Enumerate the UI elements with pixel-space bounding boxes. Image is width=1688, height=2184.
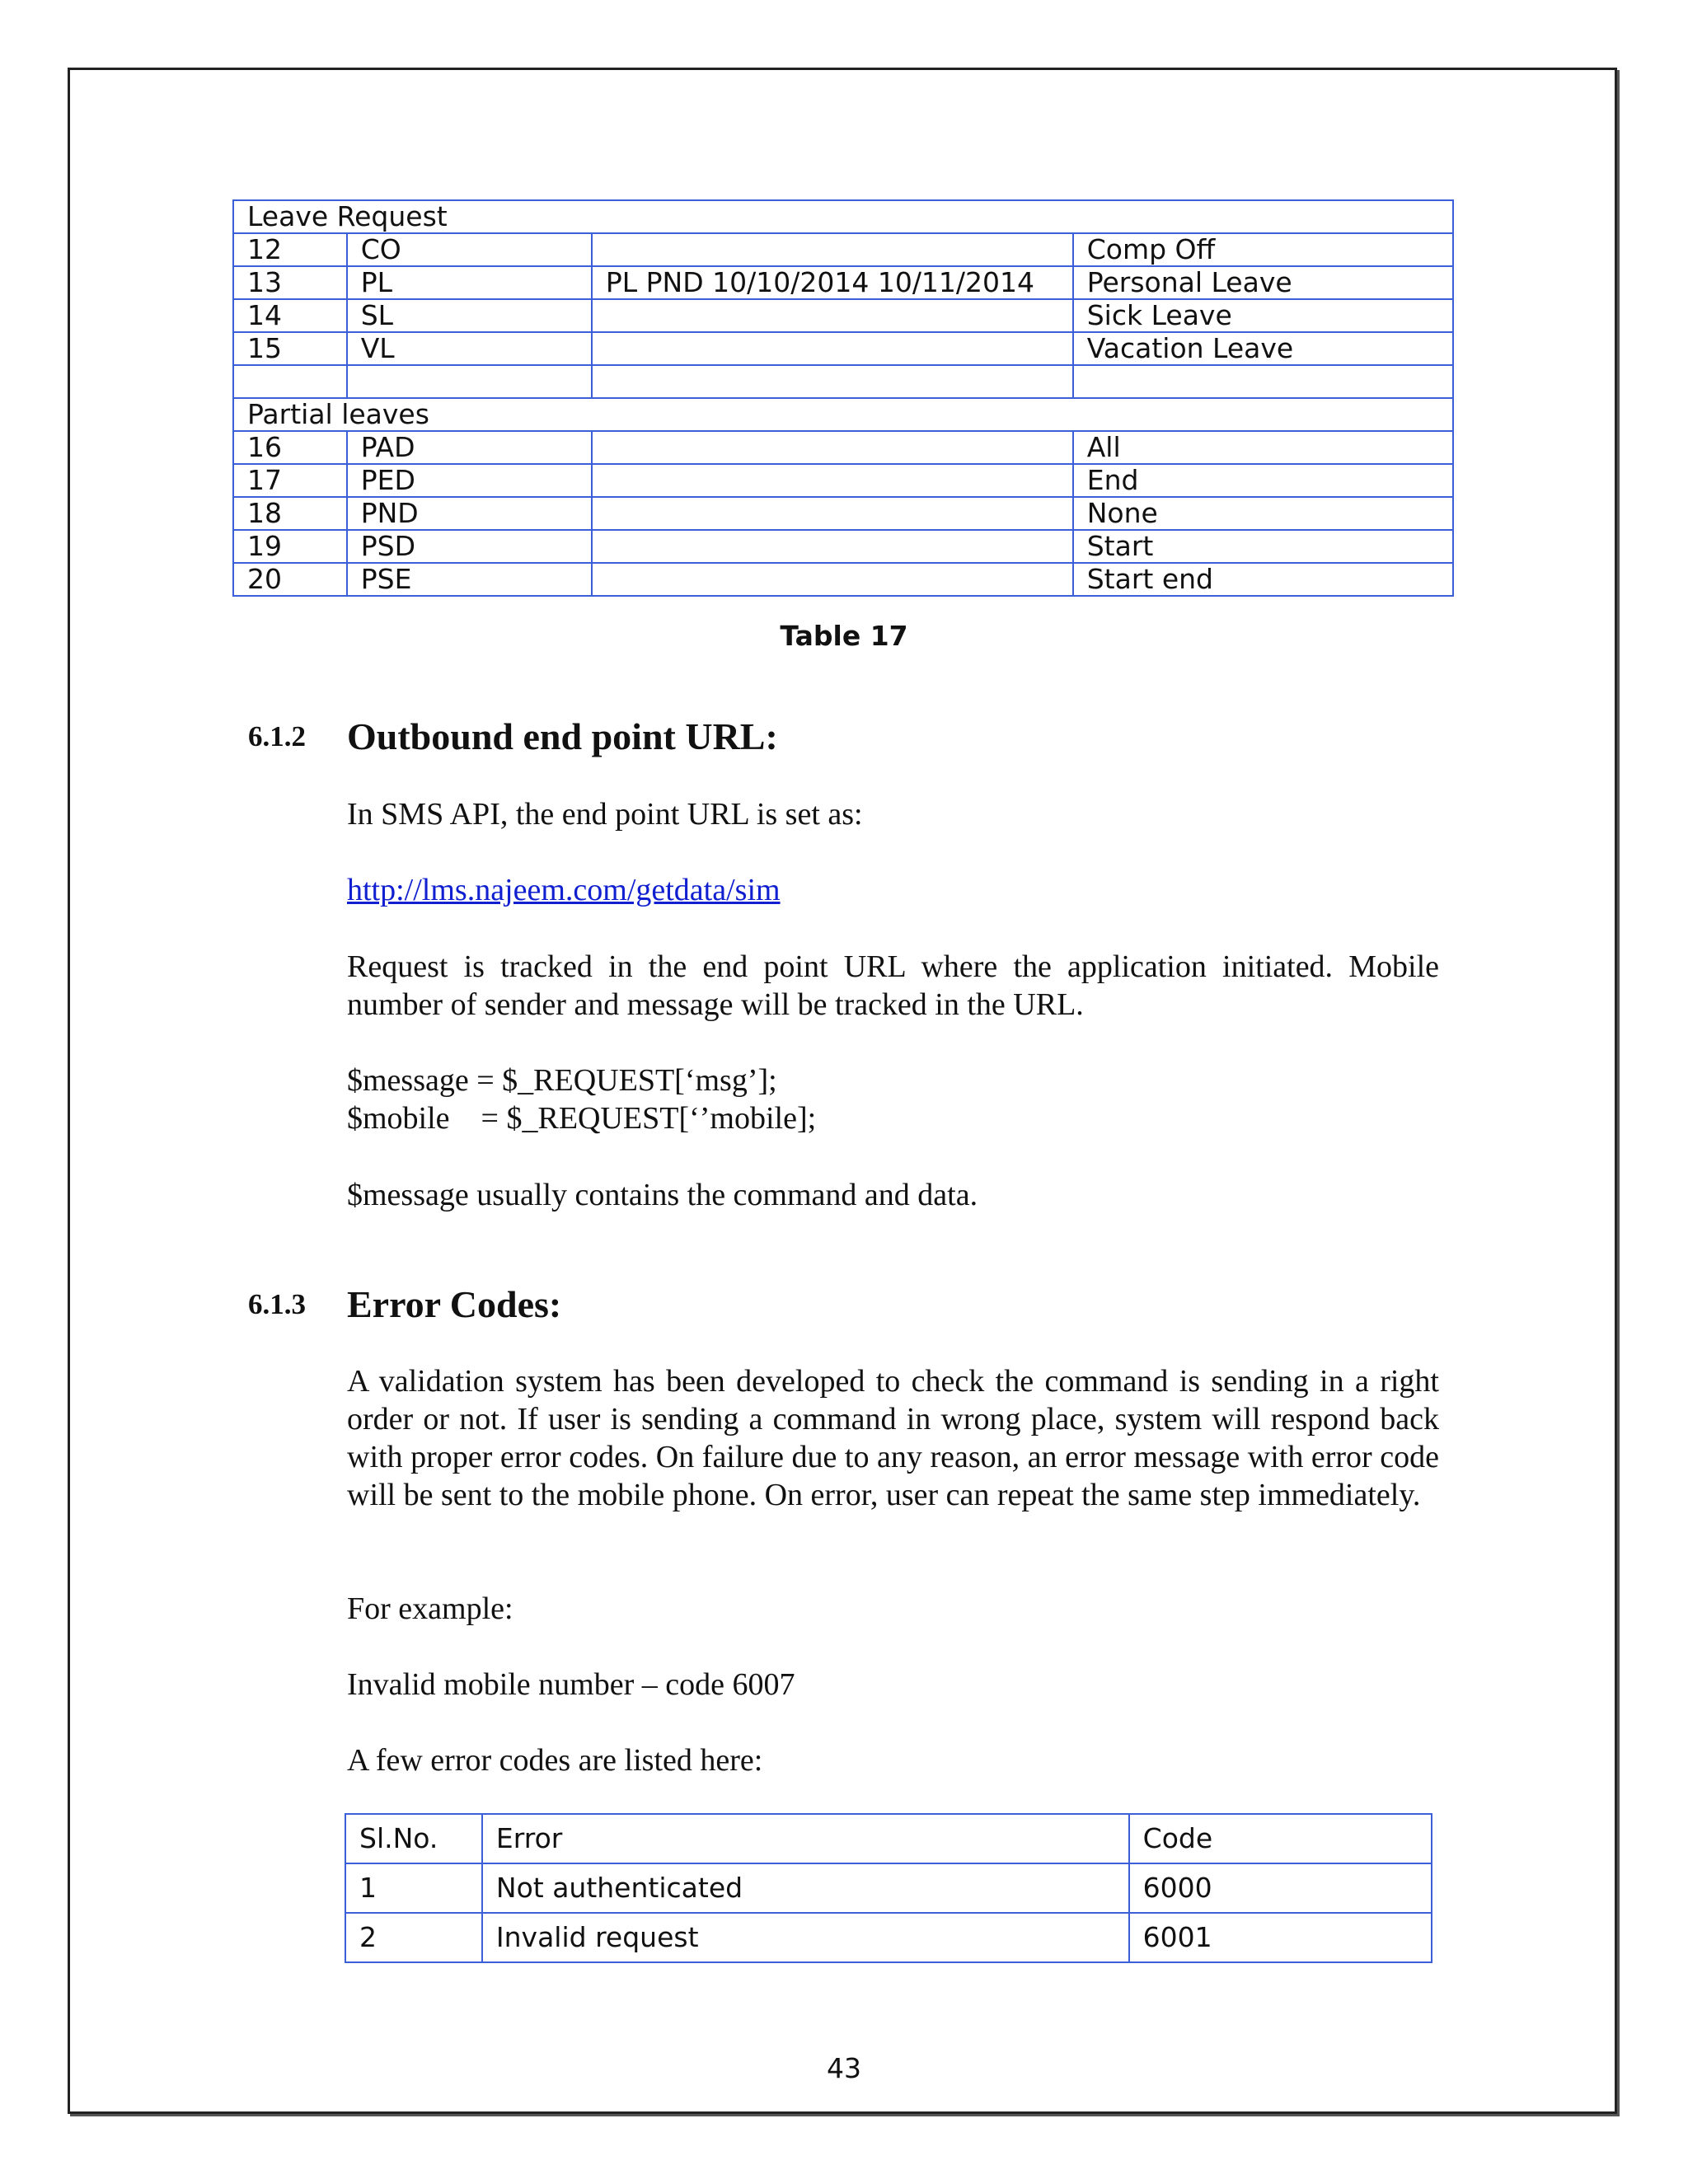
- section-heading: [248, 1277, 1402, 1326]
- row-example: [592, 299, 1073, 332]
- row-example: [592, 530, 1073, 563]
- row-description: Start end: [1073, 563, 1453, 596]
- section-number: 6.1.3: [248, 1288, 306, 1320]
- paragraph: In SMS API, the end point URL is set as:: [347, 797, 863, 832]
- section-title: Partial leaves: [233, 398, 1453, 431]
- row-description: None: [1073, 497, 1453, 530]
- paragraph: For example:: [347, 1591, 513, 1626]
- section-title: Outbound end point URL:: [347, 715, 778, 757]
- row-description: Personal Leave: [1073, 266, 1453, 299]
- empty-row: [233, 365, 1453, 398]
- code-line: $message = $_REQUEST[‘msg’];: [347, 1063, 777, 1098]
- row-error: Invalid request: [482, 1913, 1129, 1962]
- row-number: 17: [233, 464, 347, 497]
- table-row: [233, 497, 1453, 530]
- column-header: Sl.No.: [345, 1814, 482, 1863]
- row-example: [592, 431, 1073, 464]
- row-number: 18: [233, 497, 347, 530]
- section-heading: [248, 709, 1402, 758]
- table-row: [233, 299, 1453, 332]
- row-description: Start: [1073, 530, 1453, 563]
- leave-codes-table: [232, 199, 1454, 597]
- table-row: [233, 266, 1453, 299]
- paragraph: Request is tracked in the end point URL where the application initiated. Mobile number of sender and message will be tracked in the URL.: [347, 949, 1439, 1022]
- row-code: PND: [347, 497, 592, 530]
- row-code: CO: [347, 233, 592, 266]
- row-number: 14: [233, 299, 347, 332]
- table-row: [345, 1913, 1432, 1962]
- row-number: 12: [233, 233, 347, 266]
- paragraph: $message usually contains the command and data.: [347, 1178, 978, 1212]
- table-header-row: [345, 1814, 1432, 1863]
- row-number: 13: [233, 266, 347, 299]
- table-section-row: [233, 398, 1453, 431]
- section-title: Leave Request: [233, 200, 1453, 233]
- table-caption: Table 17: [780, 620, 908, 652]
- row-error: Not authenticated: [482, 1863, 1129, 1913]
- section-number: 6.1.2: [248, 720, 306, 752]
- row-example: [592, 332, 1073, 365]
- paragraph: A few error codes are listed here:: [347, 1743, 763, 1778]
- row-example: [592, 233, 1073, 266]
- row-number: 2: [345, 1913, 482, 1962]
- column-header: Error: [482, 1814, 1129, 1863]
- endpoint-link[interactable]: http://lms.najeem.com/getdata/sim: [347, 873, 781, 907]
- row-description: Sick Leave: [1073, 299, 1453, 332]
- table-row: [345, 1863, 1432, 1913]
- row-code: PED: [347, 464, 592, 497]
- row-code: PSD: [347, 530, 592, 563]
- row-description: Comp Off: [1073, 233, 1453, 266]
- row-number: 20: [233, 563, 347, 596]
- code-line: $mobile = $_REQUEST[‘’mobile];: [347, 1101, 817, 1136]
- row-code: 6001: [1129, 1913, 1432, 1962]
- table-row: [233, 464, 1453, 497]
- row-example: [592, 497, 1073, 530]
- row-example: [592, 464, 1073, 497]
- row-code: PAD: [347, 431, 592, 464]
- row-description: End: [1073, 464, 1453, 497]
- section-title: Error Codes:: [347, 1283, 562, 1325]
- row-description: All: [1073, 431, 1453, 464]
- table-row: [233, 530, 1453, 563]
- table-row: [233, 563, 1453, 596]
- row-code: 6000: [1129, 1863, 1432, 1913]
- row-code: PSE: [347, 563, 592, 596]
- row-example: [592, 563, 1073, 596]
- row-number: 19: [233, 530, 347, 563]
- row-code: SL: [347, 299, 592, 332]
- paragraph: Invalid mobile number – code 6007: [347, 1667, 795, 1702]
- table-row: [233, 233, 1453, 266]
- row-description: Vacation Leave: [1073, 332, 1453, 365]
- table-row: [233, 431, 1453, 464]
- paragraph: A validation system has been developed to check the command is sending in a right order or not. If user is sending a command in wrong place, system will respond back with proper error codes. On failure due to any reason, an error message with error code will be sent to the mobile phone. On error, user can repeat the same step immediately.: [347, 1364, 1439, 1512]
- table-row: [233, 332, 1453, 365]
- error-codes-table: [345, 1813, 1432, 1963]
- row-code: VL: [347, 332, 592, 365]
- table-section-row: [233, 200, 1453, 233]
- page-number: 43: [827, 2052, 861, 2084]
- row-code: PL: [347, 266, 592, 299]
- row-number: 16: [233, 431, 347, 464]
- column-header: Code: [1129, 1814, 1432, 1863]
- row-number: 1: [345, 1863, 482, 1913]
- row-number: 15: [233, 332, 347, 365]
- row-example: PL PND 10/10/2014 10/11/2014: [592, 266, 1073, 299]
